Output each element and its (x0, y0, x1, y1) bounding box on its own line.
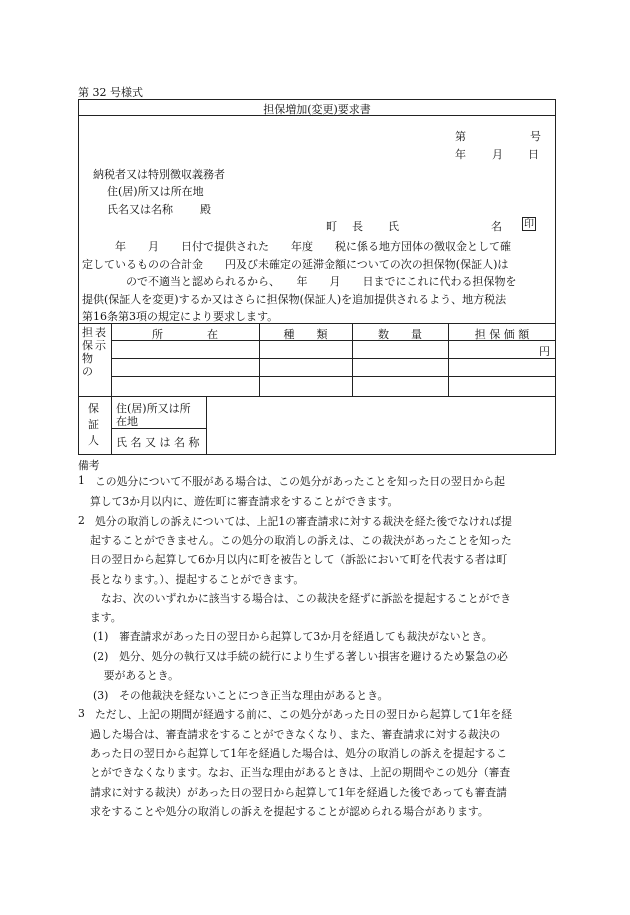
number-label: 第 (455, 130, 466, 143)
number-suffix: 号 (530, 130, 541, 143)
seal-mark: 印 (524, 219, 534, 230)
note-2-line-1: 処分の取消しの訴えについては、上記1の審査請求に対する裁決を経た後でなければ提 (95, 515, 512, 528)
note-2-line-5: なお、次のいずれかに該当する場合は、この裁決を経ずに訴訟を提起することができ (90, 592, 512, 605)
note-1-number: 1 (78, 474, 85, 487)
guarantor-side-label: 保証人 (88, 402, 99, 447)
note-sub-3: (3) その他裁決を経ないことにつき正当な理由があるとき。 (93, 689, 389, 702)
table-top-line (78, 323, 556, 324)
note-sub-2-cont: 要があるとき。 (93, 669, 179, 682)
body-line-5: 第16条第3項の規定により要求します。 (82, 310, 279, 323)
header-value: 担 保 価 額 (474, 328, 530, 341)
form-title: 担保増加(変更)要求書 (263, 103, 371, 116)
header-type: 種 類 (283, 328, 328, 341)
note-2-line-2: 起することができません。この処分の取消しの訴えは、この裁決があったことを知った (90, 534, 512, 547)
date-month: 月 (492, 148, 503, 161)
guarantor-name-label: 氏 名 又 は 名 称 (116, 436, 200, 449)
addressee-honorific: 殿 (200, 203, 211, 216)
note-1-line-2: 算して3か月以内に、遊佐町に審査請求をすることができます。 (90, 495, 399, 508)
yen-unit: 円 (539, 345, 550, 358)
guarantor-address-label-1: 住(居)所又は所 (116, 402, 191, 415)
table-bottom-line (78, 396, 556, 397)
note-3-line-6: 求をすることや処分の取消しの訴えを提起することが認められる場合があります。 (90, 805, 489, 818)
collateral-side-label-2: 表示 (95, 326, 106, 352)
form-number: 第 32 号様式 (78, 86, 143, 99)
issuer-surname: 氏 (388, 220, 399, 233)
note-2-number: 2 (78, 514, 85, 527)
body-line-3: ので不適当と認められるから、 年 月 日までにこれに代わる担保物を (82, 275, 517, 288)
body-line-1: 年 月 日付で提供された 年度 税に係る地方団体の徴収金として確 (82, 240, 511, 253)
date-year: 年 (455, 148, 466, 161)
notes-title: 備考 (78, 459, 100, 472)
note-3-line-2: 過した場合は、審査請求をすることができなくなり、また、審査請求に対する裁決の (90, 728, 501, 741)
note-1-line-1: この処分について不服がある場合は、この処分があったことを知った日の翌日から起 (95, 475, 505, 488)
issuer-town: 町 (326, 220, 337, 233)
note-3-number: 3 (78, 707, 85, 720)
guarantor-col-divider (206, 396, 207, 455)
table-side-divider (111, 323, 112, 455)
body-line-4: 提供(保証人を変更)するか又はさらに担保物(保証人)を追加提供されるよう、地方税法 (82, 293, 507, 306)
note-2-line-3: 日の翌日から起算して6か月以内に町を被告として（訴訟において町を代表する者は町 (90, 553, 508, 566)
date-day: 日 (528, 148, 539, 161)
note-3-line-3: あった日の翌日から起算して1年を経過した場合は、処分の取消しの訴えを提起するこ (90, 747, 508, 760)
note-3-line-4: とができなくなります。なお、正当な理由があるときは、上記の期間やこの処分（審査 (90, 766, 511, 779)
collateral-side-label: 担保物の (82, 326, 93, 378)
body-line-2: 定しているものの合計金 円及び未確定の延滞金額についての次の担保物(保証人)は (82, 258, 509, 271)
table-row2-line (111, 376, 556, 377)
issuer-name: 名 (491, 220, 502, 233)
header-location: 所 在 (152, 328, 218, 341)
table-row1-line (111, 358, 556, 359)
note-sub-1: (1) 審査請求があった日の翌日から起算して3か月を経過しても裁決がないとき。 (93, 630, 493, 643)
guarantor-address-label-2: 在地 (116, 415, 138, 428)
note-3-line-5: 請求に対する裁決）があった日の翌日から起算して1年を経過した後であっても審査請 (90, 786, 507, 799)
note-3-line-1: ただし、上記の期間が経過する前に、この処分があった日の翌日から起算して1年を経 (95, 708, 513, 721)
note-2-line-6: ます。 (90, 611, 122, 624)
note-sub-2: (2) 処分、処分の執行又は手続の続行により生ずる著しい損害を避けるため緊急の必 (93, 650, 508, 663)
addressee-line2: 住(居)所又は所在地 (107, 185, 204, 198)
addressee-line1: 納税者又は特別徴収義務者 (93, 168, 225, 181)
header-quantity: 数 量 (378, 328, 422, 341)
addressee-line3: 氏名又は名称 (107, 203, 173, 216)
issuer-chief: 長 (352, 220, 363, 233)
note-2-line-4: 長となります。）、提起することができます。 (90, 573, 305, 586)
